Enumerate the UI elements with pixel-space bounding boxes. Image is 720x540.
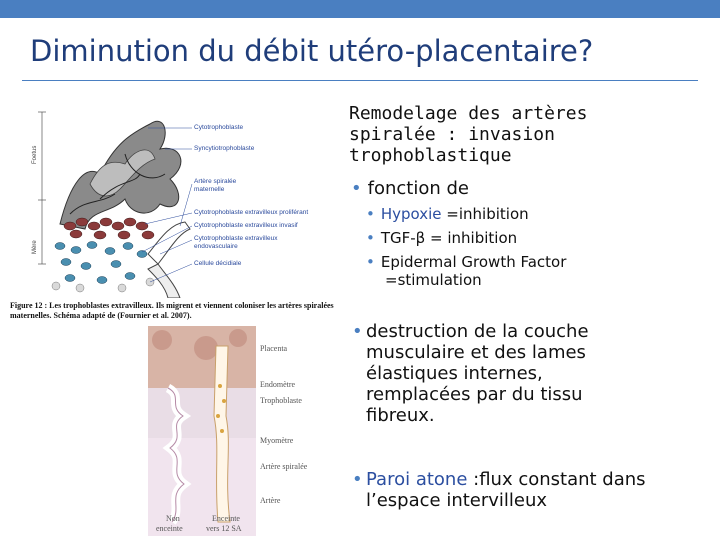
destruction-line-3: élastiques internes, <box>366 363 543 384</box>
label-cyto-invasif: Cytotrophoblaste extravilleux invasif <box>194 222 298 229</box>
label-placenta: Placenta <box>260 344 288 353</box>
label-non: Non <box>166 514 180 523</box>
page-title: Diminution du débit utéro-placentaire? <box>30 34 594 68</box>
egf-text-line2: =stimulation <box>385 271 482 289</box>
label-trophoblaste: Trophoblaste <box>260 396 302 405</box>
spiral-artery-diagram <box>148 326 338 536</box>
section-heading <box>349 103 709 166</box>
label-artere-spiralee: Artère spiralée <box>194 178 237 185</box>
heading-line-1: Remodelage des artères <box>349 103 588 124</box>
heading-line-3: trophoblastique <box>349 145 512 166</box>
sub-bullet-egf <box>366 253 566 289</box>
trophoblast-diagram <box>30 104 344 298</box>
label-enceinte-2: Enceinte <box>212 514 240 523</box>
label-cellule-deciduale: Cellule décidiale <box>194 260 242 267</box>
caption-line2: maternelles. Schéma adapté de (Fournier et al. 2007). <box>10 311 192 320</box>
heading-line-2: spiralée : invasion <box>349 124 555 145</box>
label-cyto-proliferant: Cytotrophoblaste extravilleux proliférant <box>194 209 309 216</box>
label-enceinte: enceinte <box>156 524 183 533</box>
egf-text-line1: Epidermal Growth Factor <box>380 253 567 271</box>
top-accent-bar <box>0 0 720 18</box>
bullet-dot: • <box>366 253 375 271</box>
mere-side-label: Mère <box>32 240 38 254</box>
label-maternelle: maternelle <box>194 186 225 193</box>
bullet-dot: • <box>352 321 363 342</box>
spiral-artery-illustration <box>148 326 338 536</box>
label-artere: Artère <box>260 496 281 505</box>
bullet-destruction <box>352 321 589 426</box>
foetus-side-label: Foetus <box>32 145 38 164</box>
label-cyto-extravilleux: Cytotrophoblaste extravilleux <box>194 235 278 242</box>
label-endometre: Endomètre <box>260 380 296 389</box>
destruction-line-4: remplacées par du tissu <box>366 384 583 405</box>
bullet-dot: • <box>351 178 362 199</box>
destruction-line-5: fibreux. <box>366 405 435 426</box>
destruction-line-2: musculaire et des lames <box>366 342 586 363</box>
bullet-dot: • <box>352 469 363 490</box>
label-vers-12sa: vers 12 SA <box>206 524 242 533</box>
label-endovasculaire: endovasculaire <box>194 243 238 250</box>
paroi-atone-line2: l’espace intervilleux <box>366 490 548 511</box>
sub-bullet-tgf <box>366 229 517 247</box>
destruction-line-1: destruction de la couche <box>366 321 589 342</box>
caption-line1: Figure 12 : Les trophoblastes extravilleux. Ils migrent et viennent coloniser les artères spiralées <box>10 301 334 310</box>
label-artere-spiralee-2: Artère spiralée <box>260 462 308 471</box>
bullet-dot: • <box>366 229 375 247</box>
figure1-caption <box>10 301 362 321</box>
hypoxie-effect: =inhibition <box>441 205 529 223</box>
paroi-atone-text: :flux constant dans <box>467 469 646 490</box>
bullet-fonction-de-text: fonction de <box>367 178 469 199</box>
label-syncytiotrophoblaste: Syncytiotrophoblaste <box>194 145 255 152</box>
sub-bullet-hypoxie <box>366 205 529 223</box>
title-divider <box>22 80 698 81</box>
term-hypoxie: Hypoxie <box>380 205 442 223</box>
trophoblast-illustration <box>30 104 344 298</box>
term-paroi-atone: Paroi atone <box>366 469 468 490</box>
label-cytotrophoblaste: Cytotrophoblaste <box>194 124 244 131</box>
bullet-dot: • <box>366 205 375 223</box>
bullet-paroi-atone <box>352 469 646 511</box>
label-myometre: Myomètre <box>260 436 294 445</box>
tgf-text: TGF-β = inhibition <box>380 229 518 247</box>
bullet-fonction-de <box>351 178 469 200</box>
